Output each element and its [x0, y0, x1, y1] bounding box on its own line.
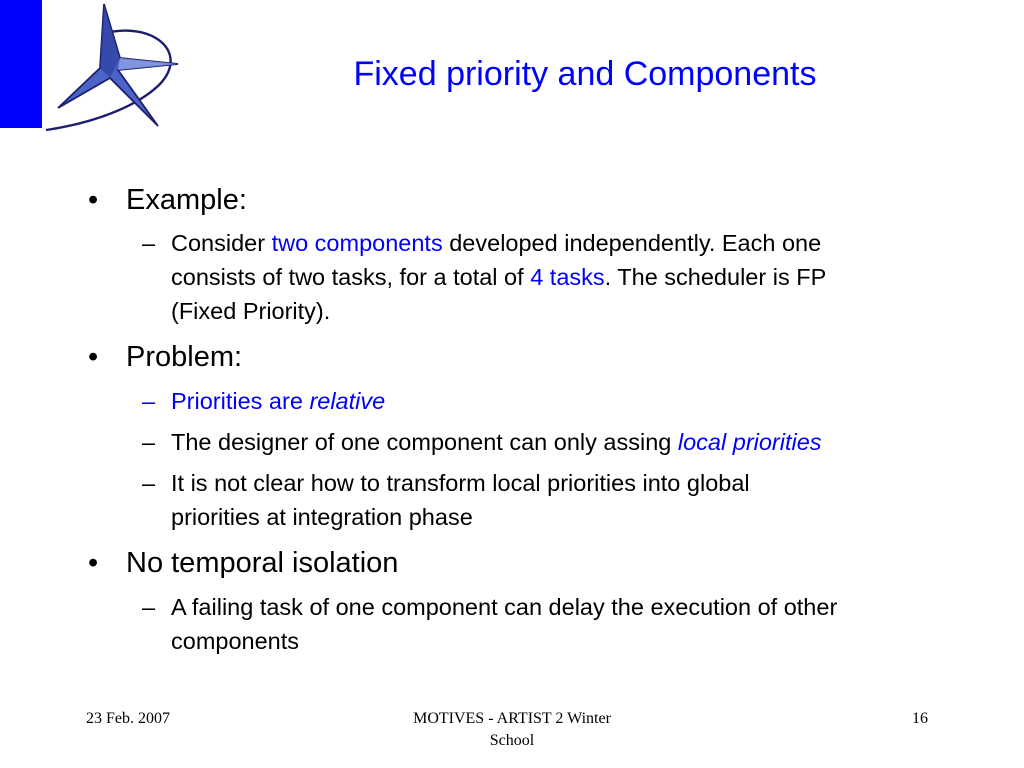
- dash-marker: –: [142, 470, 156, 496]
- failing-task-line-1: A failing task of one component can delay the execution of other: [171, 594, 838, 620]
- footer-event-line-2: School: [489, 732, 535, 749]
- dash-marker: –: [142, 594, 156, 620]
- bullet-marker: •: [88, 341, 99, 373]
- relative-emphasis: relative: [309, 388, 386, 414]
- failing-task-line-2: components: [171, 628, 300, 654]
- local-priorities-line: The designer of one component can only assing local priorities: [171, 429, 822, 455]
- dash-marker: –: [142, 388, 156, 414]
- priorities-relative-line: Priorities are relative: [171, 388, 386, 414]
- two-components-highlight: two components: [271, 230, 443, 256]
- footer-event: [362, 708, 662, 752]
- bullet-marker: •: [88, 184, 99, 216]
- global-priorities-line-1: It is not clear how to transform local priorities into global: [171, 470, 750, 496]
- example-text-line-3: (Fixed Priority).: [171, 298, 331, 324]
- dash-marker: –: [142, 230, 156, 256]
- footer-date: 23 Feb. 2007: [86, 710, 170, 727]
- dash-marker: –: [142, 429, 156, 455]
- slide-title: Fixed priority and Components: [353, 55, 817, 93]
- footer-page-number: 16: [912, 710, 928, 727]
- bullet-example-heading: Example:: [126, 184, 247, 216]
- example-text-line-2: consists of two tasks, for a total of 4 tasks. The scheduler is FP: [171, 264, 827, 290]
- bullet-isolation-heading: No temporal isolation: [126, 547, 399, 579]
- example-text-line-1: Consider two components developed independently. Each one: [171, 230, 822, 256]
- local-priorities-emphasis: local priorities: [677, 429, 822, 455]
- bullet-problem-heading: Problem:: [126, 341, 243, 373]
- bullet-marker: •: [88, 547, 99, 579]
- four-tasks-highlight: 4 tasks: [530, 264, 605, 290]
- global-priorities-line-2: priorities at integration phase: [171, 504, 473, 530]
- footer-event-line-1: MOTIVES - ARTIST 2 Winter: [413, 710, 611, 727]
